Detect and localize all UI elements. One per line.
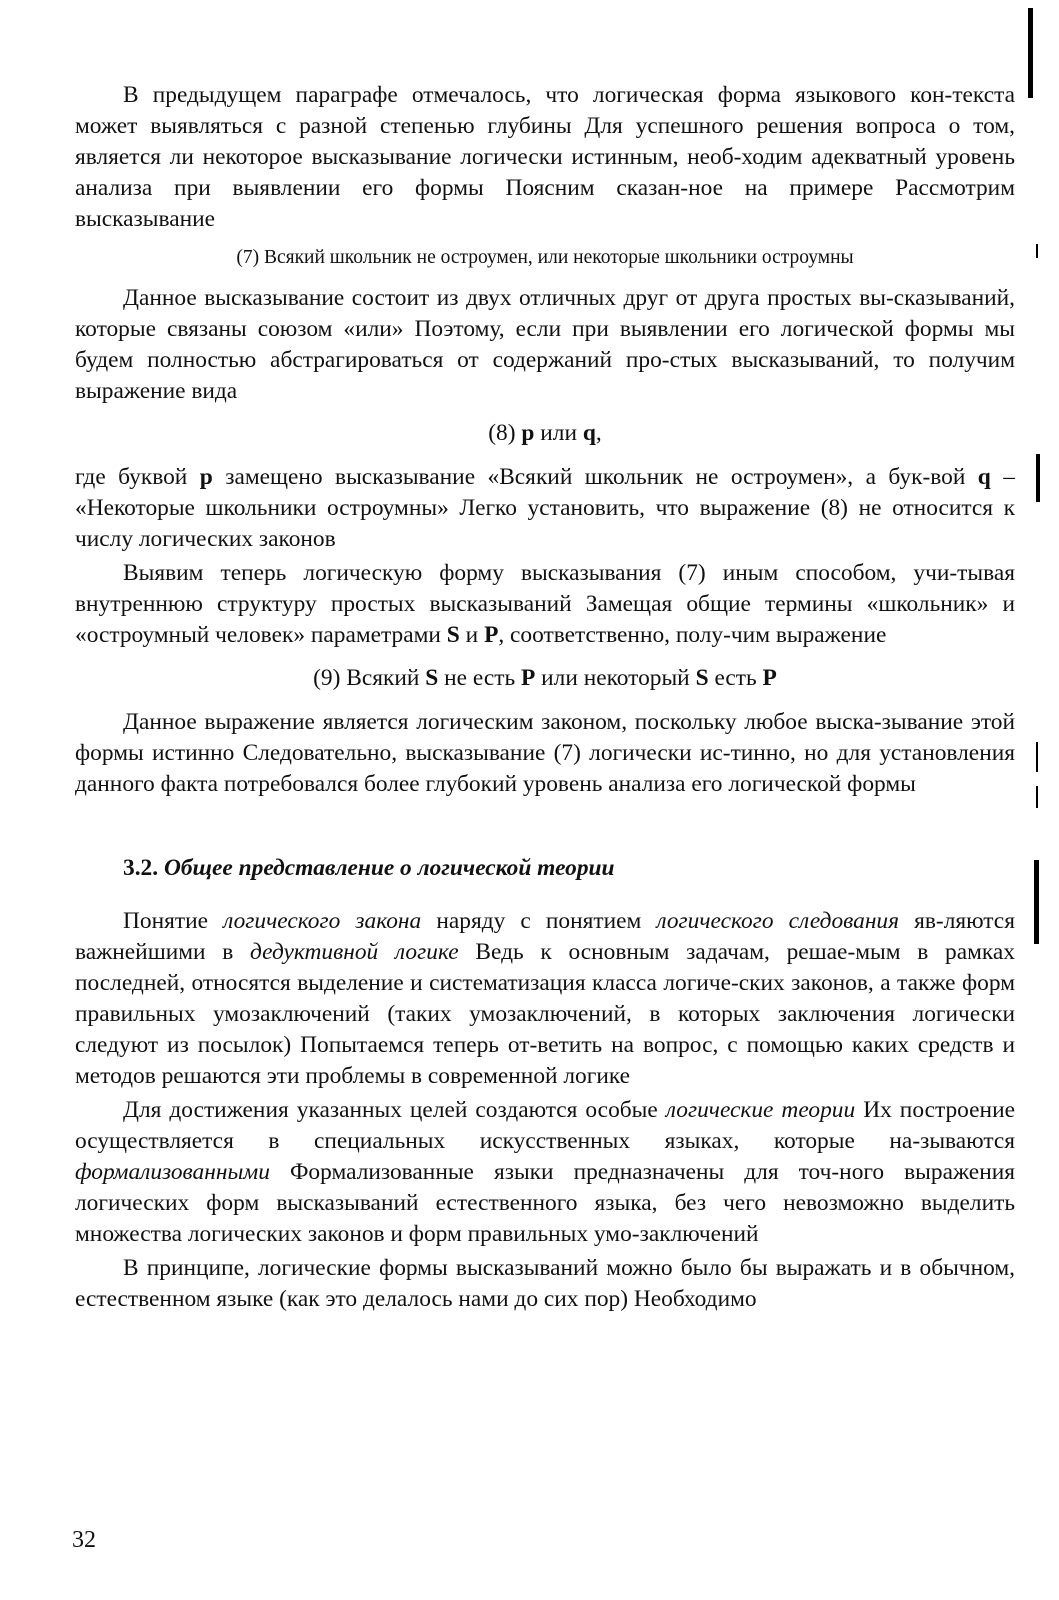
paragraph-4-part-2: , соответственно, полу-чим выражение: [498, 622, 887, 648]
paragraph-3-part-1: где буквой: [75, 464, 188, 490]
formula-9-S2: S: [695, 665, 709, 691]
section-number: 3.2.: [123, 855, 159, 881]
paragraph-4-part-1: Выявим теперь логическую форму высказывания (7) иным способом, учи-тывая внутреннюю структуру простых высказываний Замещая общие термины «школьник» и «остроумный человек» параметрами: [75, 560, 1015, 648]
formula-8-q: q: [582, 420, 596, 446]
paragraph-5: Данное выражение является логическим законом, поскольку любое выска-зывание этой формы истинно Следовательно, высказывание (7) логически ис-тинно, но для установления данного факта потребовался более глубокий уровень анализа его логической формы: [75, 709, 1015, 797]
formula-9-P1: P: [520, 665, 536, 691]
paragraph-1: В предыдущем параграфе отмечалось, что логическая форма языкового кон-текста может выявляться с разной степенью глубины Для успешного решения вопроса о том, является ли некоторое высказывание логически истинным, необ-ходим адекватный уровень анализа при выявлении его формы Поясним сказан-ное на примере Рассмотрим высказывание: [75, 82, 1015, 232]
paragraph-4-P: P: [484, 622, 499, 648]
scan-edge-mark: [1028, 8, 1033, 98]
formula-9: [75, 663, 1015, 694]
paragraph-3-part-3: – «Некоторые школьники остроумны» Легко установить, что выражение (8) не относится к числу логических законов: [75, 464, 1015, 552]
paragraph-4: [75, 558, 1015, 651]
paragraph-7-part-1: Для достижения указанных целей создаются особые: [123, 1097, 658, 1123]
formula-9-part-3: или некоторый: [541, 665, 690, 691]
paragraph-7-term-1: логические теории: [665, 1097, 856, 1123]
formula-8-or: или: [540, 420, 577, 446]
paragraph-6-term-2: логического следования: [656, 908, 900, 934]
section-heading: [75, 853, 1015, 884]
formula-8-number: (8): [488, 420, 516, 446]
scan-edge-mark: [1034, 860, 1039, 944]
formula-8: [75, 418, 1015, 449]
section-title: Общее представление о логической теории: [163, 855, 615, 881]
paragraph-3-q: q: [977, 464, 991, 490]
paragraph-7-part-3: Формализованные языки предназначены для точ-ного выражения логических форм высказываний естественного языка, без чего невозможно выделить множества логических законов и форм правильных умо-заключений: [75, 1159, 1015, 1247]
formula-9-part-1: (9) Всякий: [313, 665, 420, 691]
paragraph-6-part-3: яв-ляются важнейшими в: [75, 908, 1015, 965]
paragraph-6-part-2: наряду с понятием: [436, 908, 642, 934]
paragraph-3: [75, 462, 1015, 555]
text-column: [75, 80, 1015, 1315]
formula-9-part-2: не есть: [444, 665, 516, 691]
paragraph-6-term-3: дедуктивной логике: [250, 939, 459, 965]
paragraph-8: В принципе, логические формы высказываний можно было бы выражать и в обычном, естественном языке (как это делалось нами до сих пор) Необходимо: [75, 1255, 1015, 1312]
paragraph-4-S: S: [446, 622, 460, 648]
paragraph-2: Данное высказывание состоит из двух отличных друг от друга простых вы-сказываний, которые связаны союзом «или» Поэтому, если при выявлении его логической формы мы будем полностью абстрагироваться от содержаний про-стых высказываний, то получим выражение вида: [75, 285, 1015, 404]
scan-edge-mark: [1036, 244, 1038, 258]
scan-edge-mark: [1036, 742, 1038, 772]
formula-9-part-4: есть: [714, 665, 757, 691]
paragraph-4-and: и: [465, 622, 479, 648]
formula-8-p: p: [521, 420, 535, 446]
formula-9-P2: P: [762, 665, 777, 691]
paragraph-6: [75, 906, 1015, 1092]
paragraph-3-part-2: замещено высказывание «Всякий школьник не остроумен», а бук-вой: [225, 464, 966, 490]
scan-edge-mark: [1036, 786, 1038, 808]
example-7: (7) Всякий школьник не остроумен, или некоторые школьники остроумны: [236, 247, 854, 268]
paragraph-7-term-2: формализованными: [75, 1159, 270, 1185]
formula-8-end: ,: [595, 420, 602, 446]
paragraph-7: [75, 1095, 1015, 1250]
paragraph-7-part-2: Их построение осуществляется в специальных искусственных языках, которые на-зываются: [75, 1097, 1015, 1154]
formula-9-S1: S: [425, 665, 439, 691]
paragraph-6-part-1: Понятие: [123, 908, 208, 934]
scan-edge-mark: [1036, 454, 1040, 502]
paragraph-6-term-1: логического закона: [223, 908, 422, 934]
paragraph-3-p: p: [199, 464, 213, 490]
page-number: 32: [72, 1527, 96, 1553]
paragraph-6-part-4: Ведь к основным задачам, решае-мым в рамках последней, относятся выделение и систематизация класса логиче-ских законов, а также форм правильных умозаключений (таких умозаключений, в которых заключения логически следуют из посылок) Попытаемся теперь от-ветить на вопрос, с помощью каких средств и методов решаются эти проблемы в современной логике: [75, 939, 1015, 1089]
